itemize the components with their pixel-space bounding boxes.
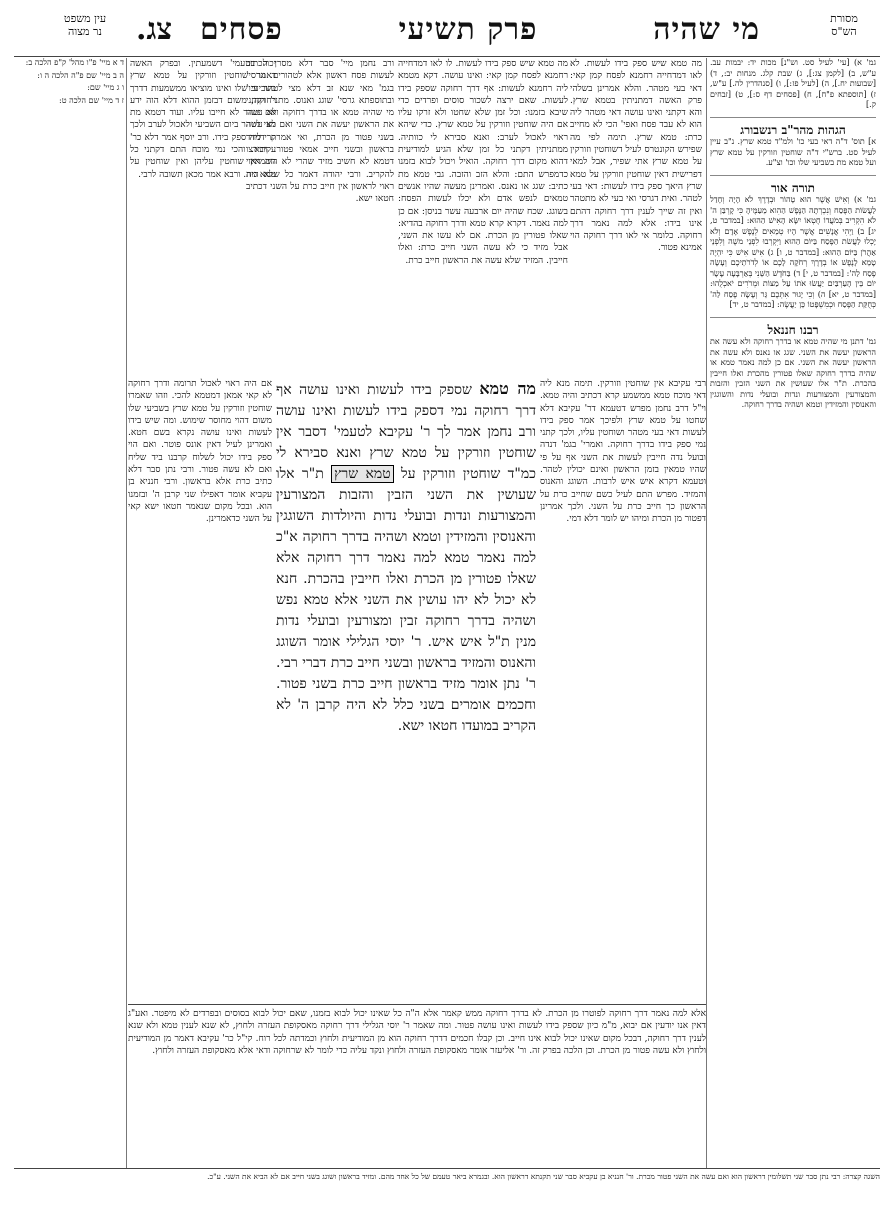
ein-mishpat-line-2: ה ב מיי' שם פ"ה הלכה ה ו: <box>37 70 124 80</box>
footnote-divider <box>14 1168 880 1169</box>
ein-mishpat-label <box>44 12 126 38</box>
hagahot-text: א] תוס' ד"ה דאי בעי כו' ולמ"ד טמא שרץ. נ"ב עיין לעיל סט. ברש"י ד"ה שוחטין וזורקין על טמא שרץ ועל טמא מת בשביעי שלו וכו' וצ"ע. <box>710 137 876 167</box>
commentary-left-of-gemara <box>128 378 272 1004</box>
tosafot-column <box>570 58 702 372</box>
bottom-block-divider <box>128 1004 706 1005</box>
footnote-strip <box>128 1172 880 1208</box>
rashi-text: מה טמא שיש ספק בידו לעשות. לו לאו דמדחייה רחמנא לפסח קמן קאי: ואינו עושה. דקא מטמא ליה רחמנא לעשות: אף דרך רחוקה שספק בידו לעשות. שאם ירצה לשכור סוסים ופרדים כדי שיבא בזמנו: וכל זמן שלא שחטו ולא זרקו עליו אם היה שוחטין וזורקין על טמא שרץ. כדי שיהא ראוי לאכול לערב: ואנא סבירא לי כוותיה. ממתניתין דקתני כל זמן שלא הגיע למודיעית דהוא מקום דרך רחוקה. הואיל ויכול לבוא בזמנו כדמפרש התם: והלא הזב והזבה. גבי טמא מת כתיב: שגג או נאנס. ואמרינן מעשה שהיו אנשים טמאים לנפש אדם ולא יכלו לעשות הפסח: בשוגג. שכח שהיה יום ארבעה עשר בניסן: אם כן למה נאמר. דקרא קרא טמא ודרך רחוקה בהדיא: שאלו פטורין מן הכרת. אם לא עשו את השני, אבל מזיד כי לא עשה השני חייב כרת: ואלו חייבין. המזיד שלא עשה את הראשון חייב כרת. <box>398 59 568 266</box>
hagahot-title: הגהות מהר"ב רנשבורג <box>740 122 846 137</box>
folio-number: צג. <box>136 12 173 47</box>
gemara-text-part-3: ת"ר אלו שעושין את השני הזבין והזבות המצורעין והמצורעות ונדות ובועלי נדות והיולדות השוגגין והאנוסין והמזידין וטמא ושהיה בדרך רחוקה א"כ למה נאמר טמא למה נאמר דרך רחוקה אלא שאלו פטורין מן הכרת ואלו חייבין בהכרת. חנא לא יכול לא יהו עושין את השני אלא טמא נפש ושהיה בדרך רחוקה זבין ומצורעין ובועלי נדות מנין ת"ל איש איש. ר' יוסי הגלילי אומר השוגג והאנוס והמזיד בראשון ובשני חייב כרת דברי רבי. ר' נתן אומר מזיד בראשון חייב כרת בשני פטור. וחכמים אומרים בשני כלל לא היה קרבן ה' לא הקריב במועדו חטאו ישא. <box>276 466 536 734</box>
commentary-top-middle-text: ורב נחמן מיי' סבר דלא מסרן הכתוב לעשות פסח ראשון אלא לטהורים. וגרסי' בגמ' מאי שנא זב דלא מצי לטהר וכו' ובתוספתא גרסי' שוגג ואנוס. מתני' דקתני מי שהיה טמא או בדרך רחוקה ולא עשה את הראשון יעשה את השני ואם לא עשה בשני פטור מן הכרת, ואי אמרת דמזיד בראשון ובשני חייב אמאי פטור. ותירצו דטמא לא חשיב מזיד שהרי לא היה ראוי להקריב. ורבי יהודה דאמר כל שלא היה ראוי לראשון אין חייב כרת על השני דכתיב חטאו ישא. <box>246 59 394 205</box>
rashi-column <box>398 58 568 372</box>
page-title <box>200 12 760 47</box>
ein-mishpat-line-1: ד א מיי' פ"ו מהל' ק"פ הלכה ב: <box>25 58 124 67</box>
tosafot-text: מה טמא שיש ספק בידו לעשות. לא לאו דמדחייה רחמנא לפסח קמן קאי: דאי בעי מטהר. והלא אמרינן בשלהי פרק האשה דמתניתין בטמא שרץ. והא דקתני ואינו עושה דאי מטהר ליה הוא לא עבד פסח ואפי' הכי לא מחייב כרת: טמא שרץ. תימה לפי מה שפירש הקונטרס לעיל דשוחטין וזורקין על טמא שרץ אתי שפיר, אבל למאי דפרישית דאין שוחטין וזורקין על טמא שרץ היאך ספק בידו לעשות: דאי בעי לטהר. ואית דגרסי ואי בעי לא מתטהר ואין זה שייך לענין דרך רחוקה דהתם אינו בידו: אלא למה נאמר דרך רחוקה. כלומר אי לאו דרך רחוקה הוי אמינא פטור. <box>570 59 702 254</box>
commentary-top-left-text: יכול בטעמי' דשמעתין. ובפרק האשה דאמר שוחטין וזורקין על טמא שרץ בשביעי שלו ואינו מוציאו ממשמעות דדרך רחוקה, משום דבזמן ההוא דלא הוה ידע אם יטהר לא חייבו עליו. ועוד דטמא מת מצי לטהר ביום השביעי ולאכול לערב ולכך קרי ליה ספק בידו. ורב יוסף אמר דלא כר' עקיבא. והכי נמי מוכח התם דקתני כל הטמאין שוחטין עליהן ואין שוחטין על טמא מת. ורבא אמר מכאן תשובה לרבי. <box>130 59 276 180</box>
hagahot-section <box>710 117 876 169</box>
gemara-text-block <box>276 378 537 734</box>
masoret-references: גמ' א) [עי' לעיל סט. וש"נ] מכות יד: יבמות עב. ע"ש, ב) [לקמן צג:], ג) שבת קלג. מנחות יב:, ד) [שבועות יח.], ה) [לעיל פז:], ו) [סנהדרין לה.] ע"ש, ז) [תוספתא פ"ח], ח) [פסחים דף ס:], ט) [זבחים ק.] <box>710 58 876 109</box>
right-margin-rule <box>706 58 707 1168</box>
ein-mishpat-line-4: ז ד מיי' שם הלכה ט: <box>59 95 124 105</box>
gemara-opening-words: מה טמא <box>479 379 537 398</box>
commentary-left-text: אם היה ראוי לאכול תרומה ודרך רחוקה לא קאי אמאן דמטמא להכי. וזהו שאמרו שוחטין וזורקין על טמא שרץ בשביעי שלו משום דהוי מחוסר שימוש. ומה שיש בידו לעשות ואינו עושה נקרא בשם חטא. ואמרינן לעיל דאין אונס פוטר. ואם הוי ספק בידו יכול לשלוח קרבנו ביד שליח ואם לא עשה פטור. ורבי נתן סבר דלא כתיב כרת אלא בראשון. ורבי חנניא בן עקביא אומר דאפילו שני קרבן ה' ובזמנו הוא. ובכל מקום שנאמר חטאו ישא קאי על השני כדאמרינן. <box>128 379 272 525</box>
commentary-bottom-text: אלא למה נאמר דרך רחוקה לפוטרו מן הכרת. לא בדרך רחוקה ממש קאמר אלא ה"ה כל שאינו יכול לבוא בזמנו, שאם יכול לבוא בסוסים ובפרדים לא מיפטר. ואע"ג דאין אנו יודעין אם יבוא, מ"מ כיון שספק בידו לעשות ואינו עושה פטור. ומה שאמר ר' יוסי הגלילי דרך רחוקה מאסקופת העזרה ולחוץ, לא שנא לענין טמא ולא שנא לענין דרך רחוקה, דבכל מקום שאינו יכול לבוא אינו חייב. וכן קבלו חכמים דדרך רחוקה הוא מן המודיעית ולחוץ וכמדתה לכל רוח. קי"ל כר' עקיבא דאמר מן המודיעית ולחוץ ולא עשה פטור מן הכרת. וכן הלכה בפרק זה. ור' אליעזר אומר מאסקופת העזרה ולחוץ ונקד עליה כדי לומר לא שרחוקה ודאי אלא מאסקופת העזרה ולחוץ. <box>128 1009 706 1056</box>
tractate-name: פסחים <box>200 12 283 47</box>
rabbeinu-chananel-section <box>710 317 876 411</box>
masoret-label <box>812 12 876 38</box>
chapter-number: פרק תשיעי <box>398 12 538 47</box>
left-margin-rule <box>126 58 127 1168</box>
gemara-text-part-2: דסבר אין שוחטין וזורקין על טמא שרץ ואנא סבירא לי כמ"ד שוחטין וזורקין על <box>276 424 536 482</box>
margin-left-column <box>14 58 124 258</box>
commentary-right-of-gemara <box>540 378 706 1004</box>
gemara-quote: לטעמי' <box>333 424 373 440</box>
ein-mishpat-line-3: ו ג מיי' שם: <box>87 83 124 92</box>
footnote-text: השגה קצרה: רבי נתן סבר שני תשלומין דראשון הוא ואם עשה את השני פטור מכרת. ור' חנניא בן עקביא סבר שני תקנתא דראשון הוא. ובגמרא ביאר טעמם של כל אחד מהם. ומזיד בראשון ושוגג בשני חייב אם לא הביא את השני. ע"כ. <box>207 1172 880 1181</box>
gemara-text-part-1: שספק בידו לעשות ואינו עושה אף דרך רחוקה נמי דספק בידו לעשות ואינו עושה ורב נחמן אמר לך ר' עקיבא <box>276 382 537 440</box>
commentary-right-text: רבי עקיבא אין שוחטין וזורקין. תימה מנא ליה דאי מוכח טמא ממשמע קרא דכתיב והיה טמא. וי"ל דרב נחמן מפרש דטעמא דר' עקיבא דלא שחטו על טמא שרץ ולפיכך אמר ספק בידו לעשות דאי בעי מטהר ושוחטין עליו, ולכך קתני נמי ספק בידו בדרך רחוקה. ואמרי' בגמ' דנדה ובועל נדה חייבין לעשות את השני אף על פי שהיו טמאין בזמן הראשון ואינם יכולין לטהר. וטעמא דקרא איש איש לרבות. השוגג והאנוס והמזיד. מפרש התם לעיל כשם שחייב כרת על הראשון כך חייב כרת על השני. ולכך אמרינן דפטור מן הכרת ומיהו יש לומר דלא דמי. <box>540 379 706 525</box>
torah-or-title: תורה אור <box>770 180 816 195</box>
masoret-label-line1: מסורת <box>830 12 858 25</box>
torah-or-section <box>710 175 876 311</box>
gemara-highlighted-phrase: טמא שרץ <box>331 465 394 483</box>
commentary-bottom-wide <box>128 1008 706 1168</box>
commentary-top-left <box>130 58 276 372</box>
masoret-label-line2: הש"ס <box>831 25 857 38</box>
torah-or-text: גמ' א) וְאִישׁ אֲשֶׁר הוּא טָהוֹר וּבְדֶרֶךְ לֹא הָיָה וְחָדַל לַעֲשׂוֹת הַפֶּסַח וְנִכְרְתָה הַנֶּפֶשׁ הַהִוא מֵעַמֶּיהָ כִּי קָרְבַּן ה' לֹא הִקְרִיב בְּמֹעֲדוֹ חֶטְאוֹ יִשָּׂא הָאִישׁ הַהוּא: [במדבר ט, יג] ב) וַיְהִי אֲנָשִׁים אֲשֶׁר הָיוּ טְמֵאִים לְנֶפֶשׁ אָדָם וְלֹא יָכְלוּ לַעֲשׂת הַפֶּסַח בַּיּוֹם הַהוּא וַיִּקְרְבוּ לִפְנֵי משֶׁה וְלִפְנֵי אַהֲרֹן בַּיּוֹם הַהוּא: [במדבר ט, ו] ג) אִישׁ אִישׁ כִּי יִהְיֶה טָמֵא לָנֶפֶשׁ אוֹ בְדֶרֶךְ רְחֹקָה לָכֶם אוֹ לְדֹרֹתֵיכֶם וְעָשָׂה פֶסַח לַה': [במדבר ט, י] ד) בַּחֹדֶשׁ הַשֵּׁנִי בְּאַרְבָּעָה עָשָׂר יוֹם בֵּין הָעַרְבַּיִם יַעֲשׂוּ אֹתוֹ עַל מַצּוֹת וּמְרֹרִים יֹאכְלֻהוּ: [במדבר ט, יא] ה) וְכִי יָגוּר אִתְּכֶם גֵּר וְעָשָׂה פֶסַח לַה' כְּחֻקַּת הַפֶּסַח וּכְמִשְׁפָּטוֹ כֵּן יַעֲשֶׂה: [במדבר ט, יד] <box>710 195 876 309</box>
header-divider <box>14 56 880 57</box>
ein-mishpat-line1: עין משפט <box>63 12 107 25</box>
rabbeinu-chananel-title: רבנו חננאל <box>767 322 819 337</box>
page-header <box>14 10 880 56</box>
ein-mishpat-line2: נר מצוה <box>68 25 102 38</box>
chapter-name: מי שהיה <box>653 12 760 47</box>
margin-right-column <box>710 58 876 1158</box>
rabbeinu-chananel-text: גמ' דתנן מי שהיה טמא או בדרך רחוקה ולא עשה את הראשון יעשה את השני. שגג או נאנס ולא עשה את הראשון יעשה את השני. אם כן למה נאמר טמא או שהיה בדרך רחוקה שאלו פטורין מהכרת ואלו חייבין בהכרת. ת"ר אלו שעושין את השני הזבין והזבות והמצורעין והמצורעות ונדות ובועלי נדות והשוגגין והאנוסין והמזידין וטמא ושהיה בדרך רחוקה. <box>710 337 876 409</box>
